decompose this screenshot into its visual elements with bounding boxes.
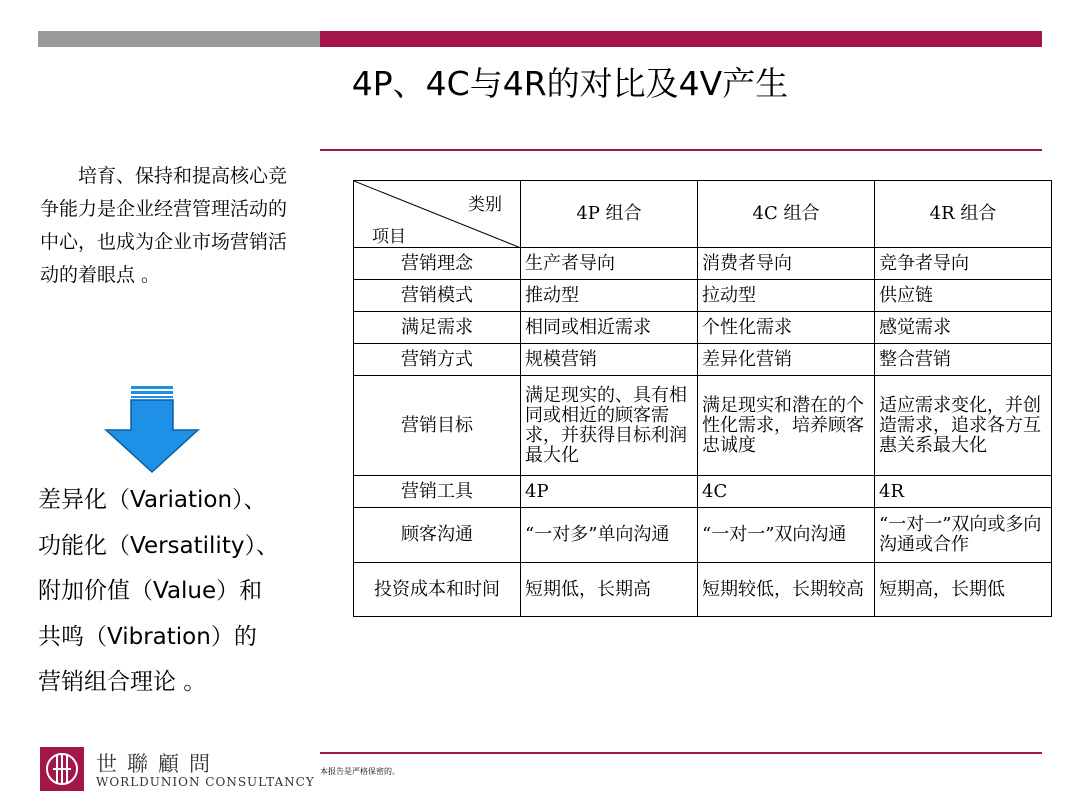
table-cell: 拉动型 [698, 280, 875, 312]
intro-paragraph: 培育、保持和提高核心竞争能力是企业经营管理活动的中心，也成为企业市场营销活动的着眼点 。 [40, 165, 288, 286]
table-cell: “一对多”单向沟通 [521, 508, 698, 563]
table-cell: “一对一”双向或多向沟通或合作 [875, 508, 1052, 563]
bottom-divider [320, 752, 1042, 754]
header-accent-bar [320, 31, 1042, 47]
summary-line: 差异化（Variation）、 [38, 487, 267, 513]
table-row [354, 344, 1052, 376]
table-cell: 感觉需求 [875, 312, 1052, 344]
top-divider [320, 149, 1042, 151]
row-label: 营销理念 [354, 248, 521, 280]
header-category-label: 类别 [468, 195, 502, 215]
table-cell: 个性化需求 [698, 312, 875, 344]
row-label: 营销方式 [354, 344, 521, 376]
brand-name-cn: 世聯顧問 [96, 752, 220, 776]
table-cell: 4C [698, 476, 875, 508]
table-cell: 相同或相近需求 [521, 312, 698, 344]
table-cell: 推动型 [521, 280, 698, 312]
table-cell: “一对一”双向沟通 [698, 508, 875, 563]
table-row [354, 476, 1052, 508]
column-header: 4R 组合 [875, 181, 1052, 248]
summary-text [38, 478, 328, 706]
summary-line: 功能化（Versatility）、 [38, 532, 279, 559]
table-header-row [354, 181, 1052, 248]
arrow-down-icon [104, 386, 200, 474]
header-gray-bar [38, 31, 320, 47]
table-row [354, 248, 1052, 280]
summary-line: 共鸣（Vibration）的 [38, 623, 257, 650]
table-cell: 短期高，长期低 [875, 563, 1052, 617]
row-label: 满足需求 [354, 312, 521, 344]
table-cell: 差异化营销 [698, 344, 875, 376]
row-label: 营销目标 [354, 376, 521, 476]
table-cell: 生产者导向 [521, 248, 698, 280]
row-label: 营销工具 [354, 476, 521, 508]
table-cell: 4P [521, 476, 698, 508]
table-cell: 整合营销 [875, 344, 1052, 376]
table-row [354, 563, 1052, 617]
page-title: 4P、4C与4R的对比及4V产生 [351, 64, 789, 103]
diagonal-header-cell [354, 181, 521, 248]
header-item-label: 项目 [372, 227, 406, 247]
summary-line: 营销组合理论 。 [38, 669, 207, 695]
brand-name-en: WORLDUNION CONSULTANCY [96, 775, 315, 789]
row-label: 营销模式 [354, 280, 521, 312]
table-cell: 供应链 [875, 280, 1052, 312]
row-label: 投资成本和时间 [354, 563, 521, 617]
table-row [354, 508, 1052, 563]
table-cell: 短期较低，长期较高 [698, 563, 875, 617]
comparison-table [353, 180, 1052, 617]
table-cell: 消费者导向 [698, 248, 875, 280]
column-header: 4P 组合 [521, 181, 698, 248]
table-cell: 满足现实和潜在的个性化需求，培养顾客忠诚度 [698, 376, 875, 476]
intro-text [40, 160, 290, 292]
table-row [354, 280, 1052, 312]
worldunion-logo-icon [40, 747, 84, 791]
table-cell: 竞争者导向 [875, 248, 1052, 280]
table-cell: 4R [875, 476, 1052, 508]
table-cell: 满足现实的、具有相同或相近的顾客需求，并获得目标利润最大化 [521, 376, 698, 476]
column-header: 4C 组合 [698, 181, 875, 248]
summary-line: 附加价值（Value）和 [38, 578, 263, 604]
table-row [354, 312, 1052, 344]
table-cell: 短期低，长期高 [521, 563, 698, 617]
table-row [354, 376, 1052, 476]
table-cell: 适应需求变化，并创造需求，追求各方互惠关系最大化 [875, 376, 1052, 476]
table-cell: 规模营销 [521, 344, 698, 376]
confidential-note: 本报告是严格保密的。 [320, 767, 400, 776]
row-label: 顾客沟通 [354, 508, 521, 563]
